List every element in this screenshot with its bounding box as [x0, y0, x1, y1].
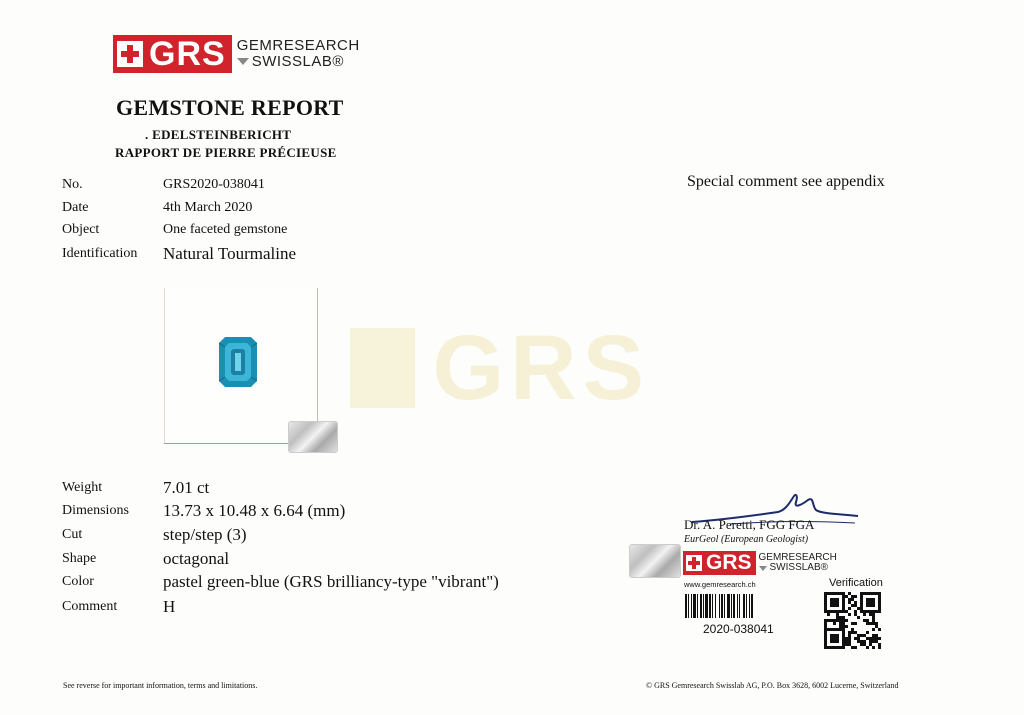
date-label: Date [62, 200, 89, 215]
no-label: No. [62, 177, 83, 192]
logo-letters: GRS [149, 34, 226, 73]
grs-logo [113, 35, 360, 73]
dimensions-value: 13.73 x 10.48 x 6.64 (mm) [163, 501, 346, 520]
identification-value: Natural Tourmaline [163, 244, 297, 263]
website-url: www.gemresearch.ch [684, 580, 756, 589]
signatory-role: EurGeol (European Geologist) [684, 534, 809, 545]
comment-value: H [163, 597, 176, 616]
no-value: GRS2020-038041 [163, 177, 265, 192]
barcode-icon [685, 594, 797, 618]
qr-module [878, 646, 881, 649]
logo-line2: SWISSLAB® [251, 53, 344, 70]
signatory-name: Dr. A. Peretti, FGG FGA [684, 517, 815, 532]
gemstone-image [219, 337, 257, 387]
logo-small-wordmark [759, 553, 837, 574]
weight-value: 7.01 ct [163, 478, 210, 497]
cut-label: Cut [62, 527, 83, 542]
logo-small-letters: GRS [706, 551, 752, 574]
watermark-cross-icon [350, 328, 415, 408]
verification-label: Verification [829, 577, 883, 589]
comment-label: Comment [62, 599, 118, 614]
identification-label: Identification [62, 246, 138, 261]
barcode-bar [753, 594, 754, 618]
logo-wordmark [237, 38, 360, 70]
logo-line1: GEMRESEARCH [236, 37, 360, 55]
swiss-cross-small-icon [686, 555, 702, 571]
date-value: 4th March 2020 [163, 200, 253, 215]
grs-logo-small [683, 551, 837, 575]
swiss-cross-icon [117, 41, 143, 67]
diamond-small-icon [759, 566, 767, 571]
grs-watermark [350, 318, 650, 418]
footer-copyright: © GRS Gemresearch Swisslab AG, P.O. Box 3628, 6002 Lucerne, Switzerland [646, 681, 899, 690]
object-value: One faceted gemstone [163, 222, 288, 237]
report-title: GEMSTONE REPORT [116, 95, 344, 120]
watermark-text: GRS [432, 316, 650, 419]
logo-small-red-box [683, 551, 756, 575]
hologram-icon [288, 421, 338, 453]
shape-label: Shape [62, 551, 97, 566]
logo-red-box [113, 35, 232, 73]
weight-label: Weight [62, 480, 103, 495]
footer-terms: See reverse for important information, terms and limitations. [63, 681, 258, 690]
object-label: Object [62, 222, 100, 237]
cut-value: step/step (3) [163, 525, 247, 544]
dimensions-label: Dimensions [62, 503, 129, 518]
hologram-seal-icon [629, 544, 681, 578]
color-value: pastel green-blue (GRS brilliancy-type "vibrant") [163, 572, 499, 591]
report-subtitle-de: . EDELSTEINBERICHT [145, 127, 292, 142]
special-comment: Special comment see appendix [687, 173, 885, 190]
report-subtitle-fr: RAPPORT DE PIERRE PRÉCIEUSE [115, 145, 337, 160]
logo-small-line2: SWISSLAB® [769, 562, 829, 573]
diamond-icon [237, 58, 249, 65]
barcode-number: 2020-038041 [703, 622, 774, 636]
shape-value: octagonal [163, 549, 230, 568]
logo-small-line1: GEMRESEARCH [758, 551, 837, 563]
color-label: Color [62, 574, 94, 589]
qr-code-icon [824, 592, 881, 649]
